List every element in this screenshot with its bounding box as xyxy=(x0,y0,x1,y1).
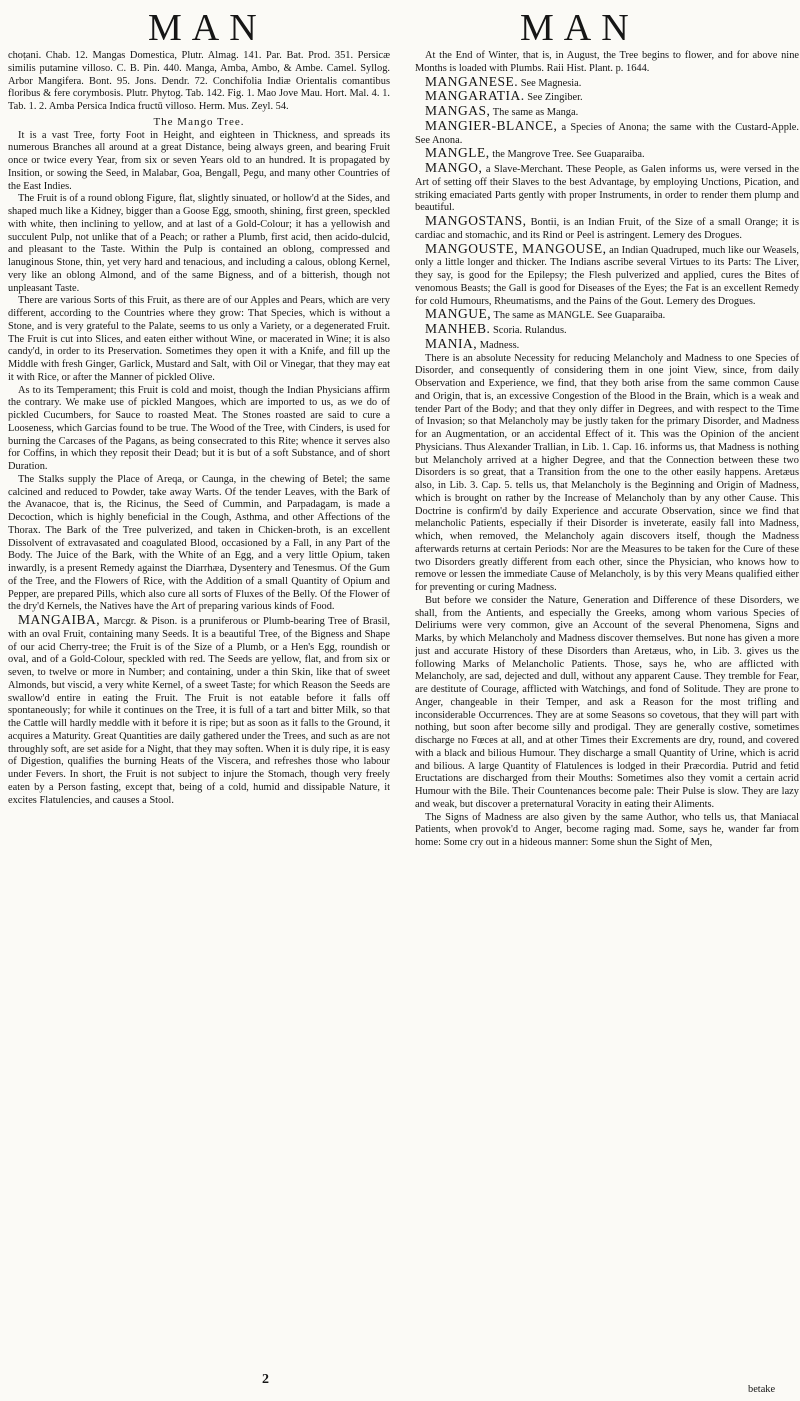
entry-text: See Magnesia. xyxy=(518,77,582,89)
entry-term: MANGARATIA. xyxy=(425,88,525,104)
entry-term: MANGAIBA, xyxy=(18,612,101,627)
entry-text: a Species of Anona; the same with the Custard-Apple. See Anona. xyxy=(415,121,799,146)
body-paragraph: The Fruit is of a round oblong Figure, flat, slightly sinuated, or hollow'd at the Sides, and shaped much like a Kidney, bigger than a Goose Egg, smooth, shining, first green, speckled with white, then inclining to yellow, and at last of a Gold-Colour; it has a yellowish and succulent Pulp, not unlike that of a Peach; or rather a Plumb, first acid, then acido-dulcid, and pleasant to the Taste. Within the Pulp is contained an oblong, compressed and lanuginous Stone, thin, yet very hard and tenacious, and including a calous, oblong Kernel, very like an oblong Almond, and of the same Bigness, and of a bitterish, though not unpleasant Taste. xyxy=(8,193,390,294)
entry-text: Madness. xyxy=(477,339,520,351)
running-head-right: MAN xyxy=(520,7,639,49)
body-paragraph: There is an absolute Necessity for reducing Melancholy and Madness to one Species of Disorder, and consequently of considering them in one joint View, since, from daily Observation and Experience, we find, that they both arise from the same common Cause and Origin, that is, an excessive Congestion of the Blood in the Brain, which is a weak and tender Part of the Body; and that they only differ in Degrees, and with respect to the Time of Invasion; so that Melancholy may be justly taken for the primary Disorder, and Madness for an Augmentation, or an accidental Effect of it. This was the Opinion of the ancient Physicians. Thus Alexander Trallian, in Lib. 1. Cap. 16. informs us, that Madness is nothing but Melancholy arrived at a higher Degree, and that the Connection between these two Disorders is so great, that a Transition from the one to the other easily happens. Aretæus also, in Lib. 3. Cap. 5. tells us, that Melancholy is the Beginning and Origin of Madness, which is brought on rather by the Increase of Melancholy than by any other Cause. This Doctrine is confirm'd by daily Experience and accurate Observation, since we find that melancholic Patients, especially if their Disorder is inveterate, easily fall into Madness, which, when removed, the Melancholy again discovers itself, though the Madness afterwards returns at certain Periods: Nor are the Measures to be taken for the Cure of these two Disorders greatly different from each other, since the Physician, who knows how to remove or lessen the immediate Cause of Melancholy, is by this very Means qualified either for preventing or curing Madness. xyxy=(415,352,799,593)
entry-term: MANGOSTANS, xyxy=(425,213,527,228)
entry-text: See Zingiber. xyxy=(524,92,583,104)
entry-term: MANGOUSTE, MANGOUSE, xyxy=(425,240,607,256)
left-column xyxy=(8,50,390,1376)
entry-term: MANHEB. xyxy=(425,321,491,336)
dictionary-entry xyxy=(415,162,799,215)
continued-paragraph: At the End of Winter, that is, in August, the Tree begins to flower, and for above nine Months is loaded with Plumbs. Raii Hist. Plant. p. 1644. xyxy=(415,50,799,74)
dictionary-entry xyxy=(415,117,799,148)
entry-text: The same as MANGLE. See Guaparaiba. xyxy=(491,310,666,322)
dictionary-entry-mangaiba xyxy=(8,614,390,807)
dictionary-entry xyxy=(415,335,799,353)
body-paragraph: But before we consider the Nature, Generation and Difference of these Disorders, we shall, from the Antients, and especially the Greeks, among whom various Species of Deliriums were very common, give an Account of the several Phenomena, Signs and Marks, by which Melancholy and Madness discover themselves. But none has given a more just and accurate History of these Disorders than Aretæus, who, in Lib. 3. gives us the following Marks of Melancholic Patients. Those, says he, who are afflicted with Melancholy, are sad, dejected and dull, without any apparent Cause. They tremble for Fear, are destitute of Courage, afflicted with Watchings, and fond of Solitude. They are prone to Anger, changeable in their Temper, and ask a Reason for the most trifling and inconsiderable Occurrences. They are at some Seasons so covetous, that they will part with nothing, but soon after become silly and prodigal. They are generally costive, sometimes discharge no Fœces at all, and at other Times their Excrements are dry, round, and covered with a black and bilious Humour. They discharge a small Quantity of Urine, which is acrid and bilious. A large Quantity of Flatulences is lodged in their Præcordia. Putrid and fetid Eructations are discharged from their Mouths: Sometimes also they vomit a certain acrid Humour with the Bile. Their Countenances become pale: Their Pulse is slow. They are lazy and weak, but discover a preternatural Voracity in eating their Aliments. xyxy=(415,594,799,810)
synonyms-paragraph: choṭani. Chab. 12. Mangas Domestica, Plutr. Almag. 141. Par. Bat. Prod. 351. Persicæ similis putamine villoso. C. B. Pin. 440. Manga, Amba, Ambo, & Ambe. Camel. Syllog. Arbor Mangifera. Bont. 95. Jons. Dendr. 72. Conchifolia Indiæ Orientalis comantibus floribus & fere corymbosis. Plutr. Phytog. Tab. 142. Fig. 1. Mao Jove Mau. Hort. Mal. 4. 1. Tab. 1. 2. Amba Persica Indica fructū villoso. Herm. Mus. Zeyl. 54. xyxy=(8,50,390,112)
body-paragraph: It is a vast Tree, forty Foot in Height, and eighteen in Thickness, and spreads its numerous Branches all around at a great Distance, being always green, and bearing Fruit once or twice every Year, from six or seven Years old to an hundred. It is propagated by Insition, or sowing the Seed, in Malabar, Goa, Bengall, Pegu, and many other Countries of the East Indies. xyxy=(8,129,390,192)
body-paragraph: As to its Temperament; this Fruit is cold and moist, though the Indian Physicians affirm the contrary. We make use of pickled Mangoes, which are imported to us, as we do of pickled Cucumbers, for Sauce to roasted Meat. The Stones roasted are said to cure a Looseness, which Garcias found to be true. The Wood of the Tree, with Cinders, is used for burning the Carcases of the Pagans, as being consecrated to this Rite; whence it serves also for Coffins, in which they reposit their Dead; but it is but of a soft Substance, and of short Duration. xyxy=(8,384,390,472)
dictionary-entry xyxy=(415,215,799,243)
entry-text: an Indian Quadruped, much like our Weasels, only a little longer and thicker. The Indians ascribe several Virtues to its Parts: The Liver, they say, is good for the Epilepsy; the Flesh pulverized and applied, cures the Bites of venomous Beasts; the Gall is good for Diseases of the Eyes; the Fat is an excellent Remedy for cold Humours, Rheumatisms, and the Pains of the Gout. Lemery des Drogues. xyxy=(415,244,799,307)
entry-term: MANGAS, xyxy=(425,103,491,118)
entry-text: Bontii, is an Indian Fruit, of the Size of a small Orange; it is cardiac and stomachic, and its Rind or Peel is astringent. Lemery des Drogues. xyxy=(415,217,799,241)
entry-text: a Slave-Merchant. These People, as Galen informs us, were versed in the Art of setting off their Slaves to the best Advantage, by employing Unctions, Pication, and striking emaciated Parts gently with proper Instruments, in order to render them plump and beautiful. xyxy=(415,164,799,214)
entry-text: Scoria. Rulandus. xyxy=(490,325,567,336)
catchword: betake xyxy=(748,1384,776,1395)
entry-term: MANGLE, xyxy=(425,145,490,161)
entry-text: the Mangrove Tree. See Guaparaiba. xyxy=(489,149,645,161)
entry-term: MANGO, xyxy=(425,160,483,175)
entry-term: MANIA, xyxy=(425,335,478,351)
entry-term: MANGANESE. xyxy=(425,73,519,89)
page-number: 2 xyxy=(262,1372,269,1387)
body-paragraph: The Stalks supply the Place of Areqa, or Caunga, in the chewing of Betel; the same calcined and reduced to Powder, take away Warts. Of the tender Leaves, with the Bark of the Avanacoe, that is, the Ricinus, the Seed of Cummin, and Parpadagam, is made a Decoction, which is highly beneficial in the Cough, Asthma, and other Affections of the Thorax. The Bark of the Tree pulverized, and taken in Chicken-broth, is an excellent Dissolvent of extravasated and coagulated Blood, occasioned by a Fall, in any Part of the Body. The Juice of the Bark, with the White of an Egg, and a very little Opium, taken inwardly, is a present Remedy against the Diarrhæa, Dysentery and Tenesmus. Of the Gum of the Tree, and the Flowers of Rice, with the Addition of a small Quantity of Opium and Pepper, are prepared Pills, which also cure all sorts of Fluxes of the Belly. Of the Flower of the dry'd Kernels, the Natives have the Art of preparing various kinds of Food. xyxy=(8,473,390,613)
running-head-left: MAN xyxy=(148,7,267,49)
right-column xyxy=(415,50,799,1376)
entry-text: Marcgr. & Pison. is a pruniferous or Plumb-bearing Tree of Brasil, with an oval Fruit, containing many Seeds. It is a beautiful Tree, of the Bigness and Shape of our acid Cherry-tree; the Fruit is of the Size of a Plumb, or a Hen's Egg, roundish or oval, and of a Gold-Colour, speckled with red. The Seeds are yellow, flat, and from six or seven, to twelve or more in Number; and containing, under a thin Skin, like that of sweet Almonds, but viscid, a very white Kernel, of a sweet Taste; for which Reason the Seeds are swallow'd entire in eating the Fruit. The Fruit is not eatable before it falls off spontaneously; for while it continues on the Tree, it is full of a tart and bitter Milk, so that the Cattle will hardly meddle with it before it is ripe; but as soon as it falls to the Ground, it acquires a Maturity. Great Quantities are daily gathered under the Trees, and such as are not throughly soft, are set aside for a Night, that they may soften. When it is duly ripe, it is easy of Digestion, qualifies the burning Heats of the Viscera, and refreshes those who labour under Fevers. In short, the Fruit is not subject to injure the Stomach, though very freely eaten by a Person fasting, except that, being of a cold, humid and dissipable Nature, it excites Flatulencies, and causes a Stool. xyxy=(8,616,390,806)
section-subheading: The Mango Tree. xyxy=(153,115,245,128)
dictionary-entry xyxy=(415,240,799,309)
entry-text: The same as Manga. xyxy=(490,107,579,118)
entry-term: MANGIER-BLANCE, xyxy=(425,117,558,133)
entry-term: MANGUE, xyxy=(425,306,492,322)
body-paragraph: There are various Sorts of this Fruit, as there are of our Apples and Pears, which are very different, according to the Countries where they grow: That Species, which is without a Stone, and is very grateful to the Palate, seems to us only a Variety, or a degenerated Fruit. The Fruit is cut into Slices, and eaten either without Wine, or macerated in Wine; it is also candy'd, in order to its Preservation. Sometimes they open it with a Knife, and fill up the Middle with fresh Ginger, Garlick, Mustard and Salt, with Oil or Vinegar, that they may eat it with Rice, or after the Manner of pickled Olive. xyxy=(8,295,390,383)
body-paragraph: The Signs of Madness are also given by the same Author, who tells us, that Maniacal Patients, when provok'd to Anger, become raging mad. Some, says he, wander far from home: Some cry out in a hideous manner: Some shun the Sight of Men, xyxy=(415,811,799,848)
